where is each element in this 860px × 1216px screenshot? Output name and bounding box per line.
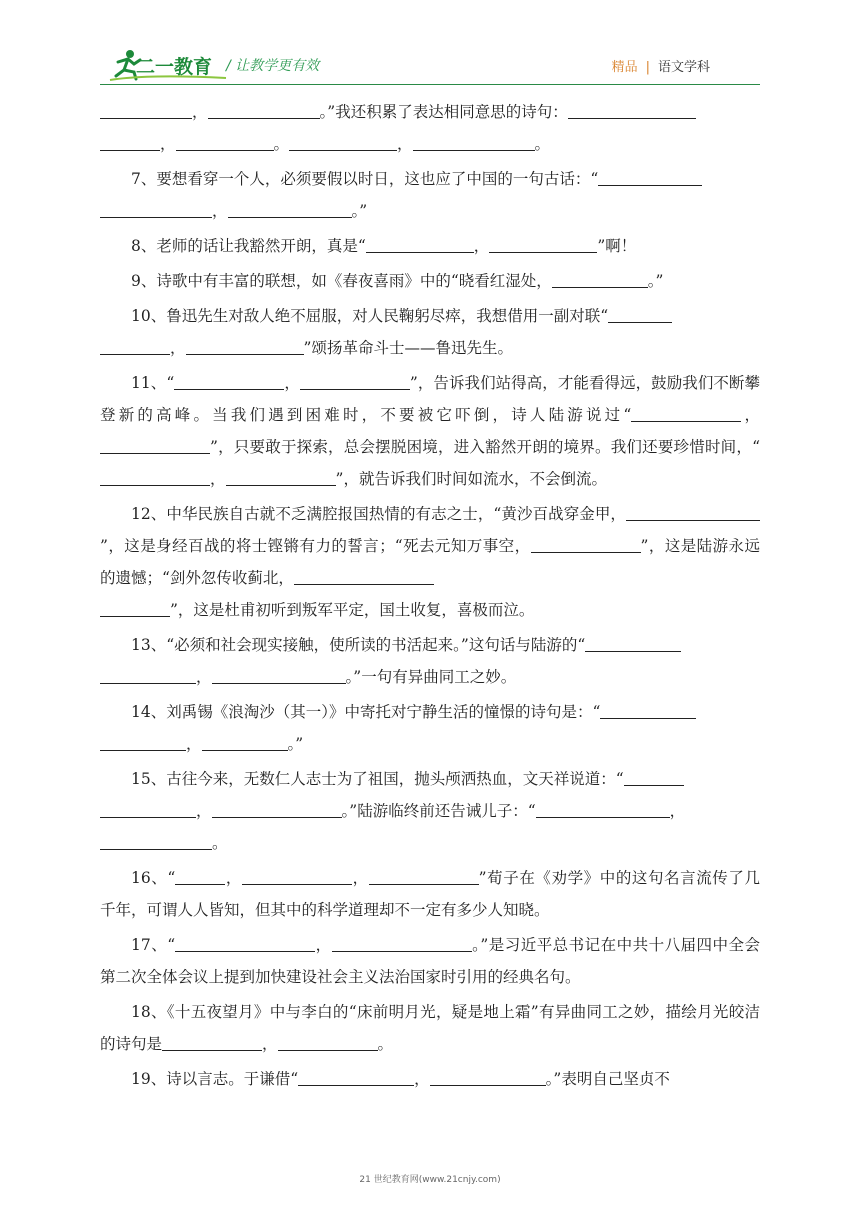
question-text: 。” xyxy=(351,202,368,220)
subject-name: 语文学科 xyxy=(657,60,710,75)
question-text: ”荀子在《劝学》中的这句名言流传了几千年，可谓人人皆知，但其中的科学道理却不一定有多少人知晓。 xyxy=(100,869,760,919)
blank[interactable] xyxy=(294,564,434,585)
page-header xyxy=(0,0,860,86)
question-text: ， xyxy=(284,374,300,392)
question-text: ， xyxy=(186,735,202,753)
question-16 xyxy=(100,862,760,926)
blank[interactable] xyxy=(366,232,474,253)
question-text: ， xyxy=(196,802,212,820)
question-9 xyxy=(100,265,760,297)
question-18 xyxy=(100,996,760,1060)
blank[interactable] xyxy=(100,130,160,151)
blank[interactable] xyxy=(100,829,212,850)
question-text: 。 xyxy=(377,1035,394,1053)
question-text: ， xyxy=(397,135,413,153)
question-text: ， xyxy=(225,869,242,887)
blank[interactable] xyxy=(552,267,648,288)
blank[interactable] xyxy=(531,532,641,553)
question-text: 17、“ xyxy=(131,936,176,954)
question-19 xyxy=(100,1063,760,1095)
question-text: 9、诗歌中有丰富的联想，如《春夜喜雨》中的“晓看红湿处， xyxy=(131,272,552,290)
question-17 xyxy=(100,929,760,993)
brand-slogan: / 让教学更有效 xyxy=(226,58,320,74)
question-text: 。”我还积累了表达相同意思的诗句： xyxy=(319,103,568,121)
question-7 xyxy=(100,163,760,227)
blank[interactable] xyxy=(100,334,170,355)
question-14 xyxy=(100,696,760,760)
question-text: 13、“必须和社会现实接触，使所读的书活起来。”这句话与陆游的“ xyxy=(131,636,586,654)
blank[interactable] xyxy=(175,931,315,952)
question-text: ， xyxy=(351,869,369,887)
blank[interactable] xyxy=(212,663,346,684)
question-text: 15、古往今来，无数仁人志士为了祖国，抛头颅洒热血，文天祥说道：“ xyxy=(131,770,624,788)
blank[interactable] xyxy=(430,1065,546,1086)
question-text: 16、“ xyxy=(131,869,176,887)
blank[interactable] xyxy=(100,98,192,119)
question-text: ， xyxy=(170,339,186,357)
blank[interactable] xyxy=(626,500,760,521)
blank[interactable] xyxy=(100,433,210,454)
question-text: ”，告诉我们站得高，才能看得远，鼓励我们不断攀登新的高峰。当我们遇到困难时，不要被它吓倒，诗人陆游说过“ xyxy=(100,374,760,424)
blank[interactable] xyxy=(100,730,186,751)
premium-label: 精品 xyxy=(611,60,638,75)
blank[interactable] xyxy=(608,302,672,323)
blank[interactable] xyxy=(369,864,479,885)
question-text: 。 xyxy=(212,834,228,852)
blank[interactable] xyxy=(100,465,210,486)
question-13 xyxy=(100,629,760,693)
question-text: ， xyxy=(741,406,760,424)
blank[interactable] xyxy=(413,130,535,151)
question-text: ”啊！ xyxy=(597,237,637,255)
question-text: 10、鲁迅先生对敌人绝不屈服，对人民鞠躬尽瘁，我想借用一副对联“ xyxy=(131,307,609,325)
question-text: 18、《十五夜望月》中与李白的“床前明月光，疑是地上霜”有异曲同工之妙，描绘月光皎洁的诗句是 xyxy=(100,1003,760,1053)
blank[interactable] xyxy=(208,98,320,119)
brand-name: 二一教育 xyxy=(136,56,213,78)
question-text: ， xyxy=(669,802,686,820)
blank[interactable] xyxy=(489,232,597,253)
blank[interactable] xyxy=(536,797,670,818)
blank[interactable] xyxy=(598,165,702,186)
question-text: 19、诗以言志。于谦借“ xyxy=(131,1070,299,1088)
blank[interactable] xyxy=(162,1030,262,1051)
question-6-continued xyxy=(100,96,760,160)
blank[interactable] xyxy=(226,465,336,486)
subject-label xyxy=(612,56,710,75)
blank[interactable] xyxy=(332,931,472,952)
blank[interactable] xyxy=(242,864,352,885)
question-text: ”，这是杜甫初听到叛军平定，国土收复，喜极而泣。 xyxy=(170,601,535,619)
question-text: ”颂扬革命斗士——鲁迅先生。 xyxy=(303,339,513,357)
blank[interactable] xyxy=(631,401,741,422)
header-divider xyxy=(100,84,760,85)
question-text: 。”陆游临终前还告诫儿子：“ xyxy=(341,802,536,820)
blank[interactable] xyxy=(212,797,342,818)
question-text: ”，就告诉我们时间如流水，不会倒流。 xyxy=(335,470,607,488)
question-text: 。 xyxy=(534,135,551,153)
blank[interactable] xyxy=(100,596,170,617)
blank[interactable] xyxy=(175,864,225,885)
blank[interactable] xyxy=(176,130,274,151)
blank[interactable] xyxy=(100,197,212,218)
question-text: ， xyxy=(414,1070,430,1088)
question-text: 。 xyxy=(273,135,290,153)
blank[interactable] xyxy=(624,765,684,786)
blank[interactable] xyxy=(186,334,304,355)
question-text: 。” xyxy=(647,272,664,290)
question-text: ， xyxy=(473,237,490,255)
blank[interactable] xyxy=(289,130,397,151)
question-text: ， xyxy=(212,202,228,220)
blank[interactable] xyxy=(278,1030,378,1051)
question-text: ”，这是陆游永远的遗憾；“剑外忽传收蓟北， xyxy=(100,537,760,587)
question-15 xyxy=(100,763,760,859)
question-12 xyxy=(100,498,760,626)
question-8 xyxy=(100,230,760,262)
header-separator: | xyxy=(645,60,650,75)
question-text: 11、“ xyxy=(131,374,175,392)
question-11 xyxy=(100,367,760,495)
question-text: 。” xyxy=(287,735,304,753)
question-text: 7、要想看穿一个人，必须要假以时日，这也应了中国的一句古话：“ xyxy=(131,170,599,188)
question-text: 。”表明自己坚贞不 xyxy=(545,1070,670,1088)
question-text: 。”是习近平总书记在中共十八届四中全会第二次全体会议上提到加快建设社会主义法治国家时引用的经典名句。 xyxy=(100,936,760,986)
question-text: ， xyxy=(262,1035,278,1053)
blank[interactable] xyxy=(228,197,352,218)
question-text: ， xyxy=(210,470,226,488)
blank[interactable] xyxy=(585,631,681,652)
blank[interactable] xyxy=(100,663,196,684)
question-text: ”，这是身经百战的将士铿锵有力的誓言；“死去元知万事空， xyxy=(100,537,531,555)
document-body xyxy=(100,96,760,1098)
blank[interactable] xyxy=(600,698,696,719)
question-text: ， xyxy=(192,103,208,121)
blank[interactable] xyxy=(174,369,284,390)
question-text: ， xyxy=(160,135,176,153)
page-footer: 21 世纪教育网(www.21cnjy.com) xyxy=(359,1175,501,1185)
blank[interactable] xyxy=(298,1065,414,1086)
blank[interactable] xyxy=(300,369,410,390)
blank[interactable] xyxy=(100,797,196,818)
blank[interactable] xyxy=(202,730,288,751)
blank[interactable] xyxy=(568,98,696,119)
question-10 xyxy=(100,300,760,364)
question-text: 8、老师的话让我豁然开朗，真是“ xyxy=(131,237,366,255)
question-text: 12、中华民族自古就不乏满腔报国热情的有志之士，“黄沙百战穿金甲， xyxy=(131,505,626,523)
question-text: ”，只要敢于探索，总会摆脱困境，进入豁然开朗的境界。我们还要珍惜时间，“ xyxy=(210,438,760,456)
question-text: ， xyxy=(196,668,212,686)
question-text: 。”一句有异曲同工之妙。 xyxy=(345,668,517,686)
question-text: 14、刘禹锡《浪淘沙（其一）》中寄托对宁静生活的憧憬的诗句是：“ xyxy=(131,703,601,721)
question-text: ， xyxy=(315,936,332,954)
